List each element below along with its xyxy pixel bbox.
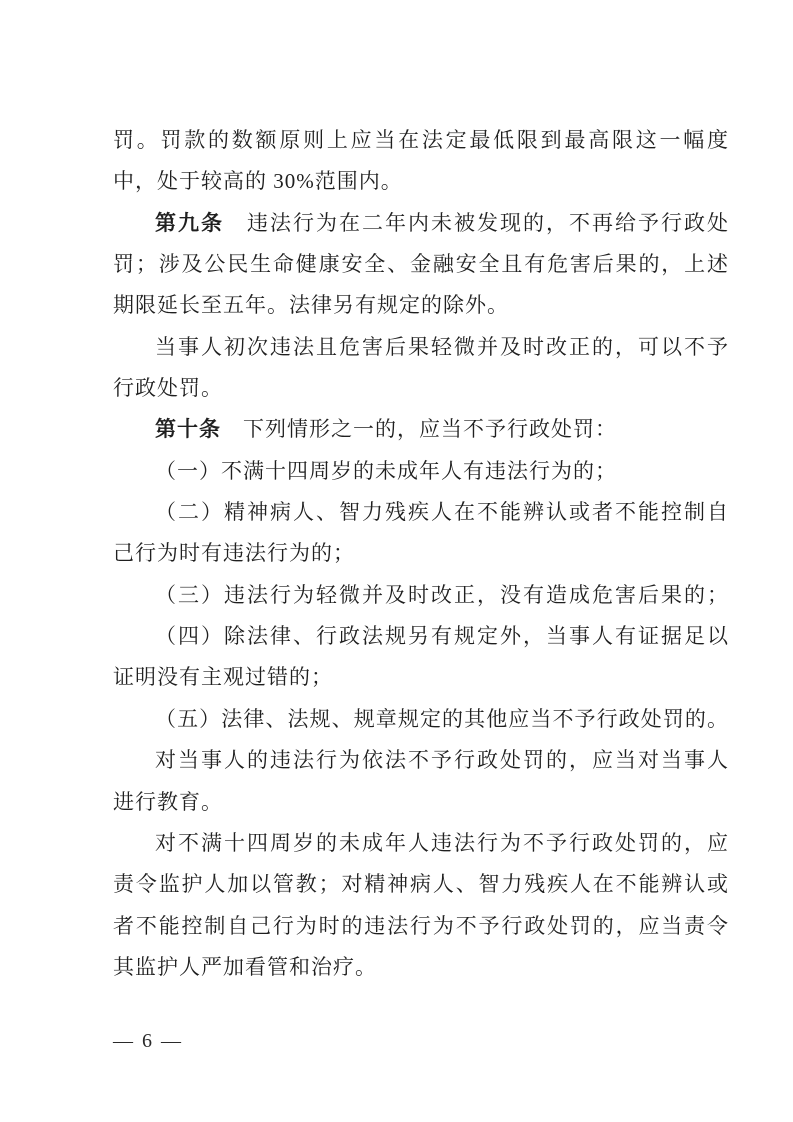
document-line: 其监护人严加看管和治疗。 [113,954,377,979]
article-text: 违法行为在二年内未被发现的，不再给予行政处 [224,210,728,235]
document-line: （三）违法行为轻微并及时改正，没有造成危害后果的； [155,582,728,607]
document-line: （一）不满十四周岁的未成年人有违法行为的； [155,458,617,483]
document-line: （五）法律、法规、规章规定的其他应当不予行政处罚的。 [155,706,728,731]
document-line: 进行教育。 [113,789,223,814]
text-block [113,120,728,988]
document-line: 期限延长至五年。法律另有规定的除外。 [113,293,509,318]
document-line: 者不能控制自己行为时的违法行为不予行政处罚的，应当责令 [113,913,728,938]
document-line: 罚。罚款的数额原则上应当在法定最低限到最高限这一幅度 [113,128,728,152]
document-line: 对不满十四周岁的未成年人违法行为不予行政处罚的，应 [155,830,728,855]
document-line: 中，处于较高的 30%范围内。 [113,169,403,194]
document-line: （二）精神病人、智力残疾人在不能辨认或者不能控制自 [155,500,728,525]
document-line: 责令监护人加以管教；对精神病人、智力残疾人在不能辨认或 [113,872,728,897]
document-line: 行政处罚。 [113,376,223,401]
document-line [113,409,728,450]
document-line: 当事人初次违法且危害后果轻微并及时改正的，可以不予 [155,334,728,359]
document-line: （四）除法律、行政法规另有规定外，当事人有证据足以 [155,624,728,649]
document-line: 对当事人的违法行为依法不予行政处罚的，应当对当事人 [155,748,728,773]
document-line [113,203,728,244]
document-line: 证明没有主观过错的； [113,665,333,690]
document-line: 罚；涉及公民生命健康安全、金融安全且有危害后果的，上述 [113,252,728,277]
page-number: — 6 — [113,1030,183,1052]
article-text: 下列情形之一的，应当不予行政处罚： [221,417,617,442]
page-footer [113,1028,183,1054]
document-line: 己行为时有违法行为的； [113,541,355,566]
article-number: 第九条 [155,210,224,235]
article-number: 第十条 [155,417,221,442]
